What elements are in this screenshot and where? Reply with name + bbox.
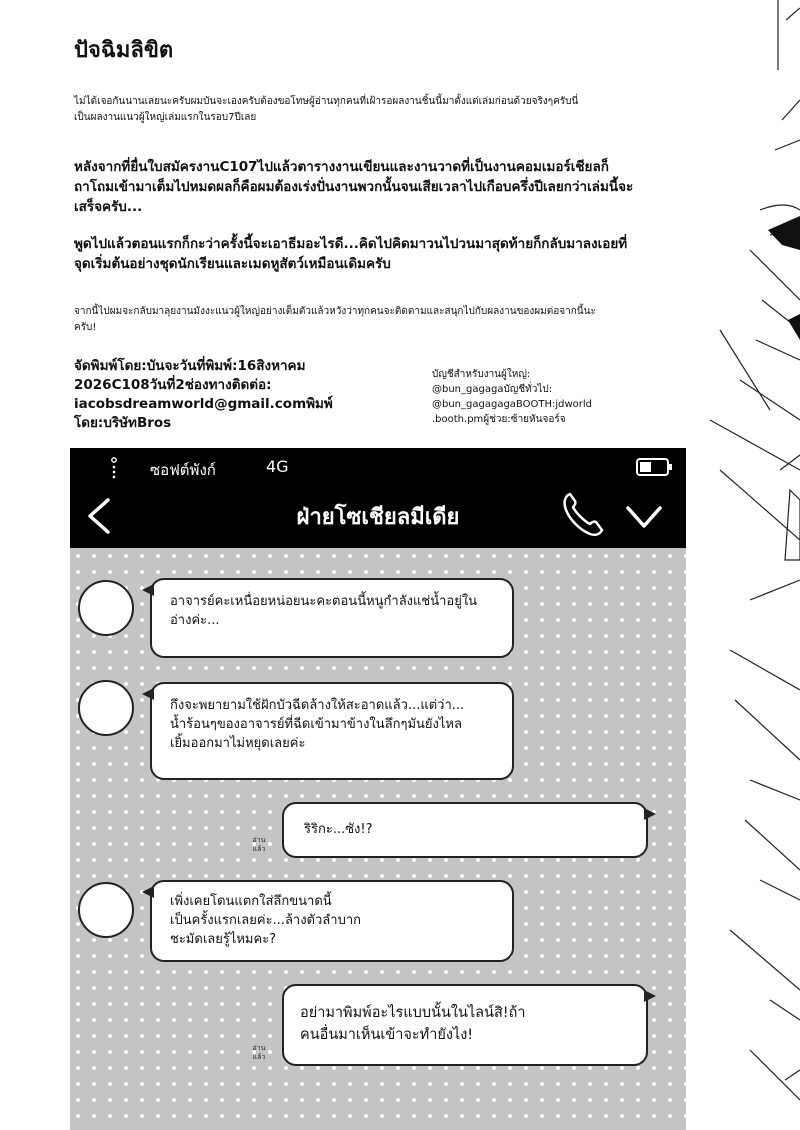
paragraph-schedule: หลังจากที่ยื่นใบสมัครงานC107ไปแล้วตารางงานเขียนและงานวาดที่เป็นงานคอมเมอร์เชียลก็ถาโถมเข้ามาเต็มไปหมดผลก็คือผมต้องเร่งปั่นงานพวกนั้นจนเสียเวลาไปเกือบครึ่งปีเลยกว่าเล่มนี้จะเสร็จครับ... bbox=[74, 159, 634, 215]
status-bar bbox=[70, 448, 686, 486]
colophon-line: 2026C108วันที่2ช่องทางติดต่อ: bbox=[74, 377, 272, 393]
read-receipt: อ่าน แล้ว bbox=[252, 1044, 266, 1061]
colophon bbox=[74, 357, 354, 433]
avatar bbox=[78, 882, 134, 938]
account-line: @bun_gagagagaBOOTH:jdworld bbox=[432, 399, 593, 410]
message-bubble-sent bbox=[282, 802, 648, 858]
manga-panel-art bbox=[690, 0, 800, 1130]
phone-mockup bbox=[70, 448, 686, 1130]
avatar bbox=[78, 580, 134, 636]
colophon-line: จัดพิมพ์โดย:บันจะวันที่พิมพ์:16สิงหาคม bbox=[74, 358, 306, 374]
message-bubble-received bbox=[150, 578, 514, 658]
message-bubble-sent bbox=[282, 984, 648, 1066]
read-receipt: อ่าน แล้ว bbox=[252, 836, 266, 853]
signal-icon bbox=[108, 456, 120, 480]
colophon-line: โดย:บริษัทBros bbox=[74, 415, 172, 431]
message-bubble-received bbox=[150, 880, 514, 962]
avatar bbox=[78, 680, 134, 736]
message-text: อาจารย์คะเหนื่อยหน่อยนะคะตอนนี้หนูกำลังแช่น้ำอยู่ใน อ่างค่ะ... bbox=[170, 594, 478, 628]
paragraph-theme: พูดไปแล้วตอนแรกก็กะว่าครั้งนี้จะเอาธีมอะไรดี...คิดไปคิดมาวนไปวนมาสุดท้ายก็กลับมาลงเอยที่จุดเริ่มต้นอย่างชุดนักเรียนและเมดหูสัตว์เหมือนเดิมครับ bbox=[74, 236, 628, 272]
account-line: @bun_gagagaบัญชีทั่วไป: bbox=[432, 384, 553, 395]
battery-icon bbox=[636, 458, 672, 476]
chat-header bbox=[70, 486, 686, 548]
chat-area bbox=[70, 548, 686, 1130]
carrier-name: ซอฟต์พังก์ bbox=[150, 461, 216, 479]
message-bubble-received bbox=[150, 682, 514, 780]
account-line: บัญชีสำหรับงานผู้ใหญ่: bbox=[432, 369, 531, 380]
phone-call-icon[interactable] bbox=[560, 490, 604, 538]
account-line: .booth.pmผู้ช่วย:ซ้ายหันจอร์จ bbox=[432, 414, 566, 425]
accounts-list bbox=[432, 367, 682, 427]
message-text: อย่ามาพิมพ์อะไรแบบนั้นในไลน์สิ!ถ้า คนอื่นมาเห็นเข้าจะทำยังไง! bbox=[300, 1005, 526, 1043]
paragraph-future: จากนี้ไปผมจะกลับมาลุยงานมังงะแนวผู้ใหญ่อย่างเต็มตัวแล้วหวังว่าทุกคนจะติดตามและสนุกไปกับผลงานของผมต่อจากนี้นะครับ! bbox=[74, 306, 596, 333]
paragraph-apology: ไม่ได้เจอกันนานเลยนะครับผมบันจะเองครับต้องขอโทษผู้อ่านทุกคนที่เฝ้ารอผลงานชิ้นนี้มาตั้งแต่เล่มก่อนด้วยจริงๆครับนี่เป็นผลงานแนวผู้ใหญ่เล่มแรกในรอบ7ปีเลย bbox=[74, 96, 579, 123]
colophon-line: iacobsdreamworld@gmail.comพิมพ์ bbox=[74, 396, 333, 412]
network-type: 4G bbox=[266, 457, 289, 476]
message-text: กึงจะพยายามใช้ฝักบัวฉีดล้างให้สะอาดแล้ว...แต่ว่า... น้ำร้อนๆของอาจารย์ที่ฉีดเข้ามาข้างในลึกๆมันยังไหล เยิ้มออกมาไม่หยุดเลยค่ะ bbox=[170, 698, 465, 751]
chevron-down-icon[interactable] bbox=[624, 500, 664, 534]
message-text: เพิ่งเคยโดนแตกใส่ลึกขนาดนี้ เป็นครั้งแรกเลยค่ะ...ล้างตัวลำบาก ชะมัดเลยรู้ไหมคะ? bbox=[170, 894, 361, 947]
page-title: ปัจฉิมลิขิต bbox=[74, 38, 174, 63]
chat-title: ฝ่ายโซเชียลมีเดีย bbox=[296, 505, 460, 530]
message-text: ริริกะ...ซัง!? bbox=[304, 822, 373, 837]
